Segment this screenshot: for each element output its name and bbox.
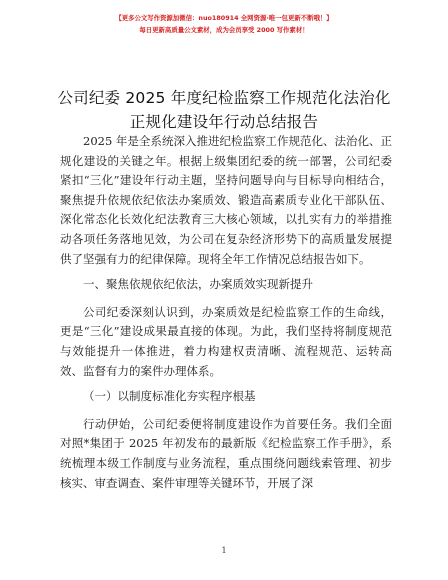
document-title [40, 86, 408, 134]
section-1-paragraph: 公司纪委深刻认识到，办案质效是纪检监察工作的生命线，更是“三化”建设成果最直接的体现。为此，我们坚持将制度规范与效能提升一体推进，着力构建权责清晰、流程规范、运转高效、监督有力的案件办理体系。 [60, 304, 392, 378]
document-title-line-1: 公司纪委 2025 年度纪检监察工作规范化法治化 [57, 89, 391, 107]
promo-banner-line-1: 【更多公文写作资源加微信：nuo180914 全网资源·唯一包更新不断哦！】 [115, 14, 333, 22]
subsection-1-paragraph: 行动伊始，公司纪委便将制度建设作为首要任务。我们全面对照*集团于 2025 年初发布的最新版《纪检监察工作手册》，系统梳理本级工作制度与业务流程，重点围绕问题线索管理、初步核实、审查调查、案件审理等关键环节，开展了深 [60, 416, 392, 490]
promo-banner-line-2: 每日更新高质量公文素材，成为会员享受 2000 写作素材！ [139, 26, 309, 34]
promo-banner [0, 12, 448, 36]
document-title-line-2: 正规化建设年行动总结报告 [129, 113, 319, 131]
subsection-heading-1: （一）以制度标准化夯实程序根基 [83, 389, 256, 404]
document-body [60, 132, 392, 493]
intro-paragraph: 2025 年是全系统深入推进纪检监察工作规范化、法治化、正规化建设的关键之年。根据上级集团纪委的统一部署，公司纪委紧扣“三化”建设年行动主题，坚持问题导向与目标导向相结合，聚焦提升依规依纪依法办案质效、锻造高素质专业化干部队伍、深化常态化长效化纪法教育三大核心领域，以扎实有力的举措推动各项任务落地见效，为公司在复杂经济形势下的高质量发展提供了坚强有力的纪律保障。现将全年工作情况总结报告如下。 [60, 134, 392, 266]
section-heading-1: 一、聚焦依规依纪依法，办案质效实现新提升 [83, 277, 313, 292]
page-number: 1 [221, 546, 227, 555]
